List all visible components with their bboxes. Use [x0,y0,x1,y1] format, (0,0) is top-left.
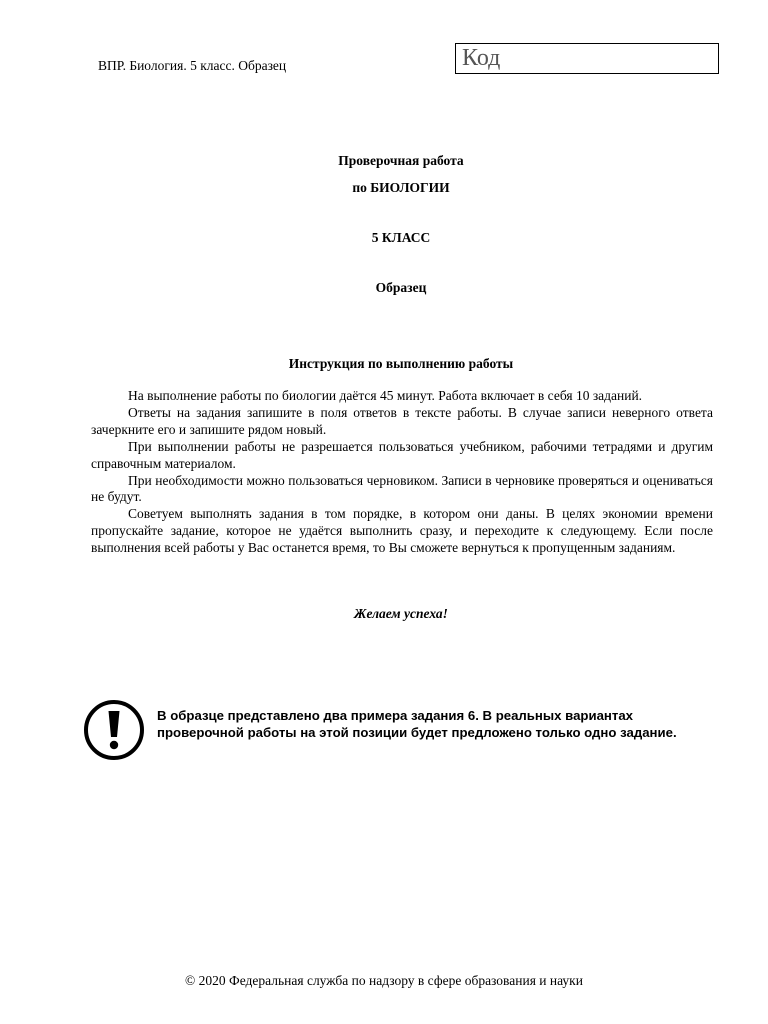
title-line-2: по БИОЛОГИИ [352,180,450,195]
document-header-label: ВПР. Биология. 5 класс. Образец [98,58,287,73]
variant-title: Образец [375,280,427,295]
instruction-paragraph: На выполнение работы по биологии даётся 45 минут. Работа включает в себя 10 заданий. [128,388,643,403]
footer-copyright: © 2020 Федеральная служба по надзору в сфере образования и науки [185,973,583,988]
good-luck-text: Желаем успеха! [354,606,448,621]
notice-text: В образце представлено два примера задания 6. В реальных вариантах проверочной работы на этой позиции будет предложено только одно задание. [157,708,677,740]
exclamation-circle-icon [83,699,145,761]
instructions-heading: Инструкция по выполнению работы [288,356,514,371]
instruction-paragraph: Ответы на задания запишите в поля ответов в тексте работы. В случае записи неверного ответа зачеркните его и запишите рядом новый. [91,404,713,437]
code-field-label: Код [462,45,501,71]
instruction-paragraph: При необходимости можно пользоваться черновиком. Записи в черновике проверяться и оцениваться не будут. [91,472,713,505]
title-line-1: Проверочная работа [338,153,464,168]
instruction-paragraph: Советуем выполнять задания в том порядке, в котором они даны. В целях экономии времени пропускайте задание, которое не удаётся выполнить сразу, и переходите к следующему. Если после выполнения всей работы у Вас останется время, то Вы сможете вернуться к пропущенным заданиям. [91,506,713,556]
code-field[interactable] [455,43,719,74]
instructions-body [91,388,713,557]
instruction-paragraph: При выполнении работы не разрешается пользоваться учебником, рабочими тетрадями и другим справочным материалом. [91,438,713,471]
grade-title: 5 КЛАСС [371,230,431,245]
